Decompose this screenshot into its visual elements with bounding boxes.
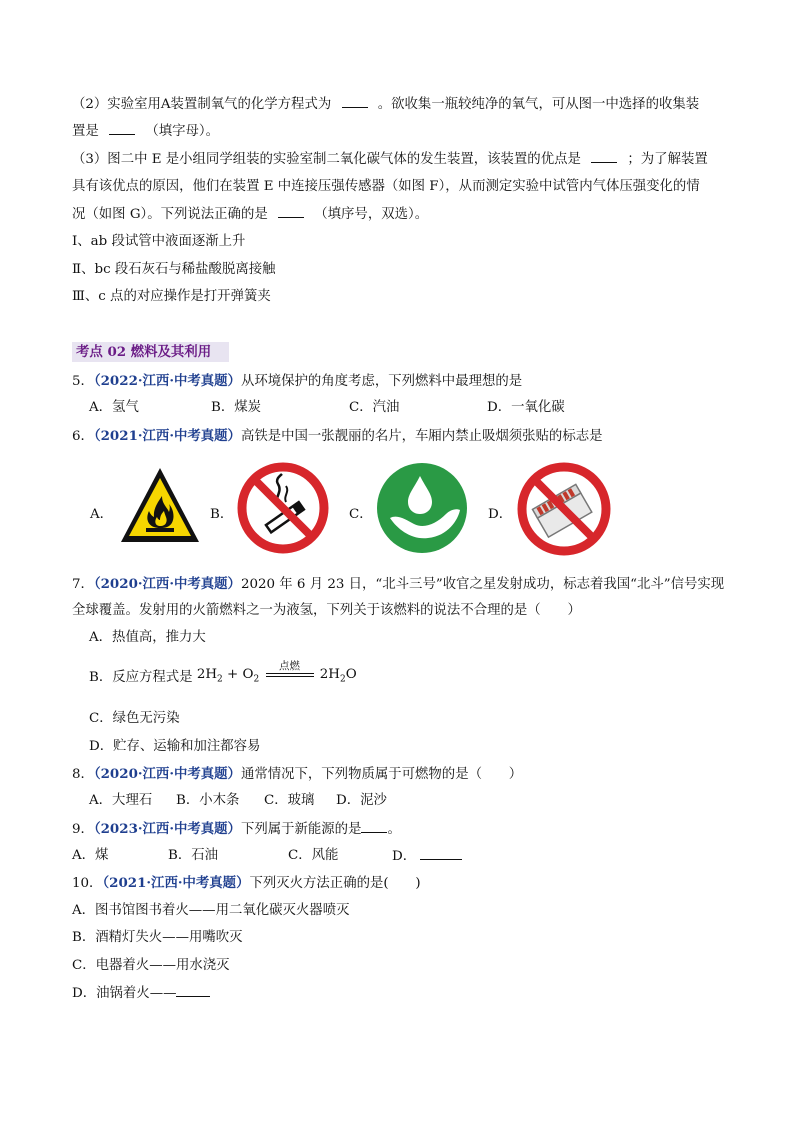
q7-option-c: C．绿色无污染	[89, 711, 180, 726]
q6-sign-options	[0, 462, 794, 557]
q6-label-d: D．	[488, 507, 513, 522]
q8-option-a: A．大理石	[89, 793, 153, 808]
q6-label-a: A．	[90, 507, 114, 522]
q9-option-b: B．石油	[168, 848, 219, 863]
q6-label-c: C．	[349, 507, 373, 522]
q4-statement-2: Ⅱ、bc 段石灰石与稀盐酸脱离接触	[72, 262, 276, 277]
eq-product-h: 2H	[319, 667, 340, 682]
chemical-equation	[196, 659, 357, 689]
q4-blank-equation	[342, 95, 368, 108]
eq-condition-text: 点燃	[279, 659, 301, 672]
q4-part3-text-c: 具有该优点的原因，他们在装置 E 中连接压强传感器（如图 F），从而测定实验中试管内气体压强变化的情	[72, 179, 700, 194]
q4-part3-text-e: （填序号，双选）。	[314, 207, 429, 222]
q10-source: （2021·江西·中考真题）	[102, 875, 250, 891]
q5-option-b: B．煤炭	[211, 400, 262, 415]
q8-number: 8．	[72, 767, 94, 782]
eq-reactant-h: 2H	[196, 667, 218, 682]
q4-part3-line1	[72, 150, 708, 169]
flammable-warning-icon	[118, 464, 202, 552]
q4-part2-text-d: （填字母）。	[145, 124, 219, 139]
q4-part2-text-c: 置是	[72, 124, 99, 139]
q10-option-a: A．图书馆图书着火——用二氧化碳灭火器喷灭	[72, 903, 350, 918]
q9-number: 9．	[72, 822, 94, 837]
q7-stem-text-a: 2020 年 6 月 23 日，“北斗三号”收官之星发射成功，标志着我国“北斗”信号实现	[240, 577, 725, 592]
q10-option-c: C．电器着火——用水浇灭	[72, 958, 230, 973]
q7-option-d: D．贮存、运输和加注都容易	[89, 739, 261, 754]
q9-option-d	[392, 847, 462, 866]
q7-stem-line1	[72, 575, 724, 594]
q9-stem	[72, 820, 401, 839]
q4-blank-correct	[278, 205, 304, 218]
q4-blank-collect	[109, 122, 135, 135]
q8-stem-text: 通常情况下，下列物质属于可燃物的是（ ）	[240, 767, 523, 782]
eq-sub-h: 2	[339, 674, 346, 685]
no-smoking-icon	[237, 462, 329, 558]
q10-number: 10．	[72, 876, 103, 891]
q9-option-c: C．风能	[288, 848, 339, 863]
q9-source: （2023·江西·中考真题）	[93, 821, 241, 837]
eq-reaction-condition	[266, 661, 314, 677]
q9-option-a: A．煤	[72, 848, 109, 863]
q4-part3-text-b: ；为了解装置	[627, 152, 708, 167]
q7-option-b-prefix: B．反应方程式是	[89, 669, 193, 685]
q9-option-d-blank	[420, 847, 462, 860]
eq-reactant-o: + O	[227, 667, 254, 682]
q9-option-d-label: D．	[392, 849, 417, 864]
q9-stem-end: 。	[387, 822, 401, 837]
q7-number: 7．	[72, 577, 94, 592]
q5-stem	[72, 372, 522, 391]
q5-source: （2022·江西·中考真题）	[93, 373, 241, 389]
q4-part3-line2	[72, 178, 700, 196]
q7-option-a: A．热值高，推力大	[89, 630, 206, 645]
q8-option-b: B．小木条	[176, 793, 240, 808]
q8-option-c: C．玻璃	[264, 793, 315, 808]
q5-stem-text: 从环境保护的角度考虑，下列燃料中最理想的是	[240, 374, 523, 389]
q8-stem	[72, 765, 522, 784]
q6-label-b: B．	[210, 507, 234, 522]
q7-source: （2020·江西·中考真题）	[93, 576, 241, 592]
q4-blank-advantage	[591, 150, 617, 163]
q8-source: （2020·江西·中考真题）	[93, 766, 241, 782]
section-heading: 考点 02 燃料及其利用	[72, 342, 229, 362]
q4-part2-line1	[72, 95, 699, 114]
q10-option-b: B．酒精灯失火——用嘴吹灭	[72, 930, 243, 945]
q10-option-d-blank	[176, 984, 210, 997]
q7-stem-line2: 全球覆盖。发射用的火箭燃料之一为液氢，下列关于该燃料的说法不合理的是（ ）	[72, 603, 581, 618]
q7-option-b	[89, 659, 357, 689]
eq-product-o: O	[345, 667, 357, 682]
q4-part2-line2	[72, 122, 219, 141]
q6-number: 6．	[72, 429, 94, 444]
q8-option-d: D．泥沙	[336, 793, 387, 808]
q5-option-c: C．汽油	[349, 400, 400, 415]
q4-part3-text-d: 况（如图 G）。下列说法正确的是	[72, 207, 268, 222]
q9-blank	[361, 820, 387, 833]
q4-part3-text-a: （3）图二中 E 是小组同学组装的实验室制二氧化碳气体的发生装置，该装置的优点是	[72, 152, 581, 167]
q10-option-d	[72, 984, 210, 1003]
q6-stem-text: 高铁是中国一张靓丽的名片，车厢内禁止吸烟须张贴的标志是	[240, 429, 603, 444]
eq-sub-o2: 2	[253, 674, 260, 685]
q5-number: 5．	[72, 374, 94, 389]
no-matches-icon	[516, 462, 612, 560]
q4-part2-text-a: （2）实验室用A装置制氧气的化学方程式为	[72, 97, 332, 112]
eq-equals-bar	[266, 673, 314, 677]
q10-option-d-text: D．油锅着火——	[72, 986, 177, 1001]
q6-source: （2021·江西·中考真题）	[93, 428, 241, 444]
q10-stem-text: 下列灭火方法正确的是( )	[249, 876, 421, 891]
q4-part3-line3	[72, 205, 428, 224]
q4-part2-text-b: 。欲收集一瓶较纯净的氧气，可从图一中选择的收集装	[377, 97, 700, 112]
q5-option-d: D．一氧化碳	[487, 400, 565, 415]
q5-option-a: A．氢气	[89, 400, 139, 415]
q10-stem	[72, 874, 421, 893]
q6-stem	[72, 427, 603, 446]
eq-sub-h2: 2	[217, 674, 223, 685]
water-saving-icon	[376, 462, 468, 558]
q4-statement-1: Ⅰ、ab 段试管中液面逐渐上升	[72, 234, 246, 249]
q4-statement-3: Ⅲ、c 点的对应操作是打开弹簧夹	[72, 289, 271, 304]
q9-stem-text: 下列属于新能源的是	[240, 822, 362, 837]
